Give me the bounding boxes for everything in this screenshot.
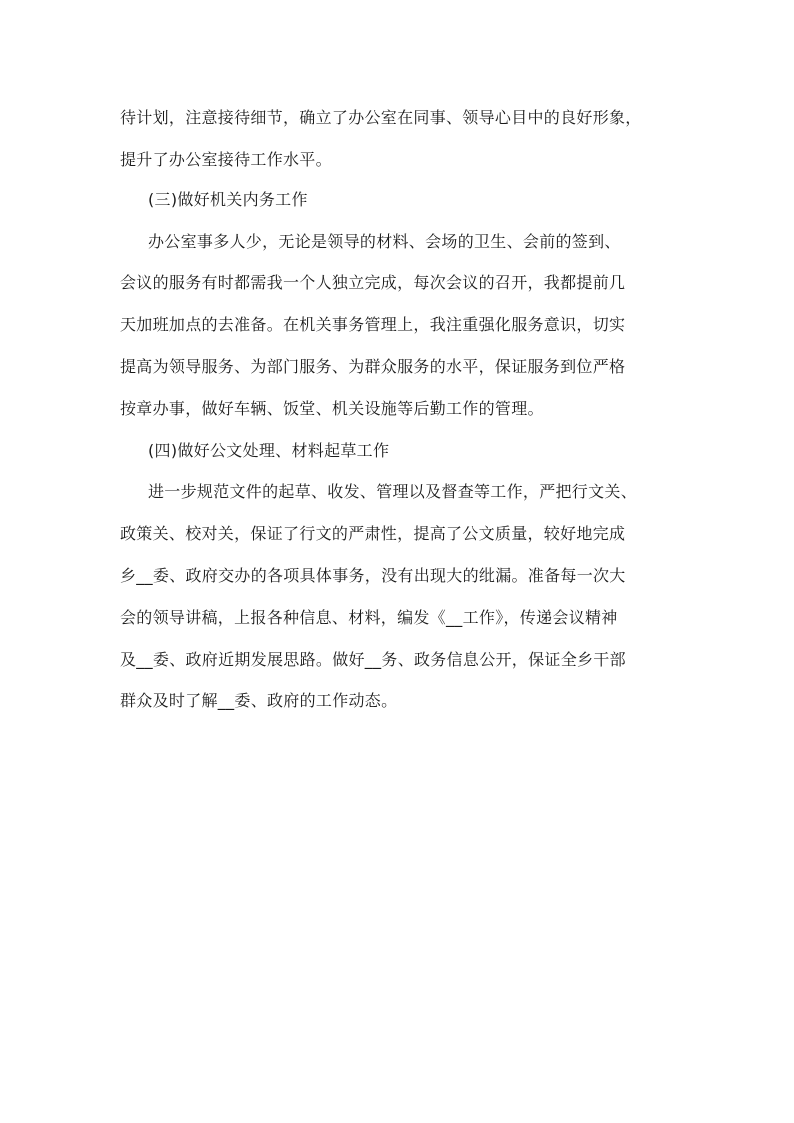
body-text-line: 政策关、校对关，保证了行文的严肃性，提高了公文质量，较好地完成 [120, 524, 626, 543]
section-heading: (四)做好公文处理、材料起草工作 [148, 441, 390, 460]
body-text-line: 群众及时了解__委、政府的工作动态。 [120, 691, 398, 710]
body-text-line: 提升了办公室接待工作水平。 [120, 150, 332, 169]
body-text-line: 会的领导讲稿，上报各种信息、材料，编发《__工作》，传递会议精神 [120, 608, 618, 627]
body-text-line: 待计划，注意接待细节，确立了办公室在同事、领导心目中的良好形象， [120, 108, 642, 127]
body-text-line: 提高为领导服务、为部门服务、为群众服务的水平，保证服务到位严格 [120, 357, 626, 376]
body-text-line: 办公室事多人少，无论是领导的材料、会场的卫生、会前的签到、 [148, 232, 621, 251]
body-text-line: 进一步规范文件的起草、收发、管理以及督查等工作，严把行文关、 [148, 482, 638, 501]
body-text-line: 按章办事，做好车辆、饭堂、机关设施等后勤工作的管理。 [120, 399, 544, 418]
body-text-line: 及__委、政府近期发展思路。做好__务、政务信息公开，保证全乡干部 [120, 650, 626, 669]
section-heading: (三)做好机关内务工作 [148, 190, 308, 209]
body-text-line: 会议的服务有时都需我一个人独立完成，每次会议的召开，我都提前几 [120, 273, 626, 292]
body-text-line: 天加班加点的去准备。在机关事务管理上，我注重强化服务意识，切实 [120, 315, 626, 334]
body-text-line: 乡__委、政府交办的各项具体事务，没有出现大的纰漏。准备每一次大 [120, 566, 626, 585]
